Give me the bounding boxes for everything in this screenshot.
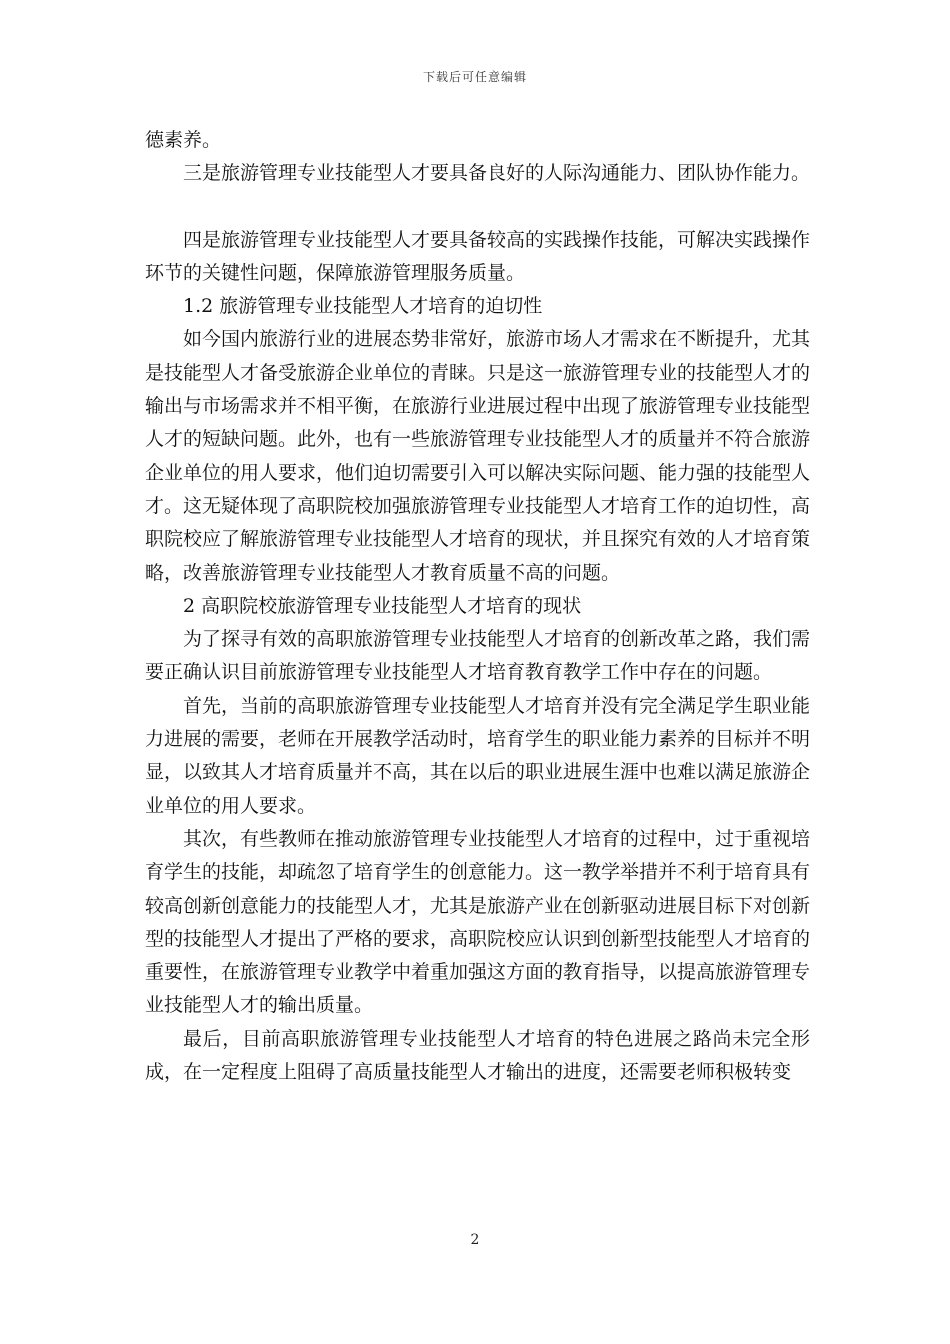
paragraph-continuation: 德素养。 xyxy=(145,129,222,151)
paragraph-urgency: 如今国内旅游行业的进展态势非常好，旅游市场人才需求在不断提升，尤其是技能型人才备受旅游企业单位的青睐。只是这一旅游管理专业的技能型人才的输出与市场需求并不相平衡，在旅游行业进展过程中出现了旅游管理专业技能型人才的短缺问题。此外，也有一些旅游管理专业技能型人才的质量并不符合旅游企业单位的用人要求，他们迫切需要引入可以解决实际问题、能力强的技能型人才。这无疑体现了高职院校加强旅游管理专业技能型人才培育工作的迫切性，高职院校应了解旅游管理专业技能型人才培育的现状，并且探究有效的人才培育策略，改善旅游管理专业技能型人才教育质量不高的问题。 xyxy=(145,328,811,584)
document-body xyxy=(145,124,810,1089)
paragraph-point-three: 三是旅游管理专业技能型人才要具备良好的人际沟通能力、团队协作能力。 xyxy=(183,162,811,185)
paragraph-first: 首先，当前的高职旅游管理专业技能型人才培育并没有完全满足学生职业能力进展的需要，老师在开展教学活动时，培育学生的职业能力素养的目标并不明显，以致其人才培育质量并不高，其在以后的职业进展生涯中也难以满足旅游企业单位的用人要求。 xyxy=(145,694,811,817)
section-heading-1-2: 1.2 旅游管理专业技能型人才培育的迫切性 xyxy=(183,295,543,318)
paragraph-second: 其次，有些教师在推动旅游管理专业技能型人才培育的过程中，过于重视培育学生的技能，却疏忽了培育学生的创意能力。这一教学举措并不利于培育具有较高创新创意能力的技能型人才，尤其是旅游产业在创新驱动进展目标下对创新型的技能型人才提出了严格的要求，高职院校应认识到创新型技能型人才培育的重要性，在旅游管理专业教学中着重加强这方面的教育指导，以提高旅游管理专业技能型人才的输出质量。 xyxy=(145,827,811,1017)
page-header: 下载后可任意编辑 xyxy=(422,70,527,84)
section-heading-2: 2 高职院校旅游管理专业技能型人才培育的现状 xyxy=(183,594,582,617)
paragraph-intro-problems: 为了探寻有效的高职旅游管理专业技能型人才培育的创新改革之路，我们需要正确认识目前旅游管理专业技能型人才培育教育教学工作中存在的问题。 xyxy=(145,628,811,684)
page-number: 2 xyxy=(470,1232,480,1248)
paragraph-last: 最后，目前高职旅游管理专业技能型人才培育的特色进展之路尚未完全形成，在一定程度上阻碍了高质量技能型人才输出的进度，还需要老师积极转变 xyxy=(145,1027,810,1084)
paragraph-point-four: 四是旅游管理专业技能型人才要具备较高的实践操作技能，可解决实践操作环节的关键性问题，保障旅游管理服务质量。 xyxy=(145,228,811,284)
